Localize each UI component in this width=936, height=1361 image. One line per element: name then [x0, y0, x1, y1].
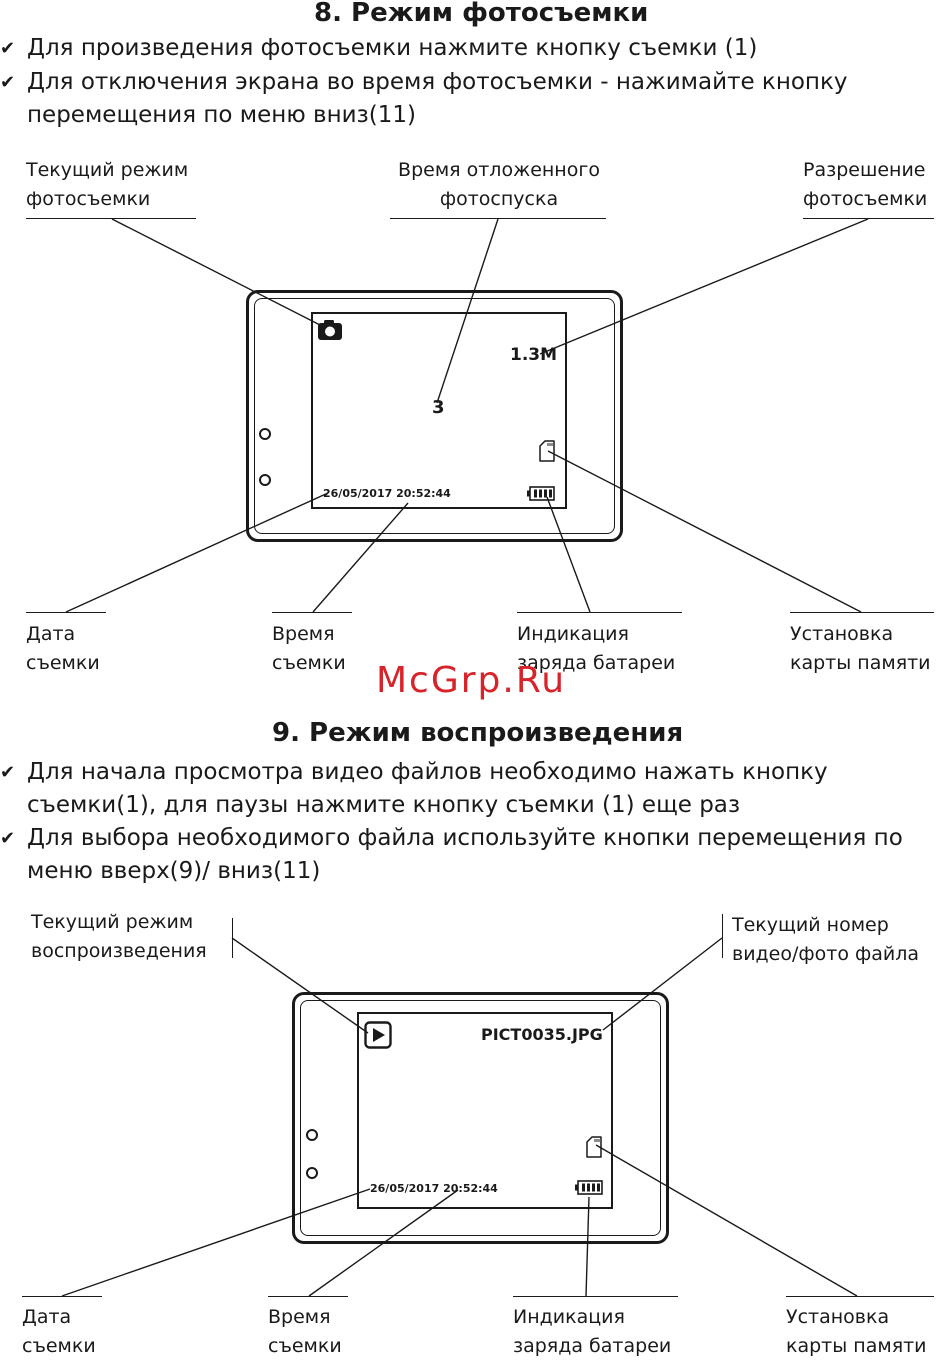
- label-time: Время съемки: [268, 1306, 342, 1357]
- bullet-2: ✔ Для выбора необходимого файла используйте кнопки перемещения по меню вверх(9)/ вниз(11): [27, 822, 903, 888]
- check-icon: ✔: [0, 762, 16, 783]
- callout-line: [540, 219, 868, 354]
- callout-line: [586, 1197, 589, 1296]
- callout-line: [62, 1189, 370, 1296]
- callout-line: [313, 503, 408, 612]
- label-playback-mode: Текущий режим воспроизведения: [31, 911, 207, 962]
- callout-line: [232, 938, 368, 1033]
- check-icon: ✔: [0, 38, 16, 59]
- callout-line: [309, 1190, 458, 1296]
- callout-line: [112, 219, 322, 326]
- label-memory-card: Установка карты памяти: [790, 623, 931, 674]
- label-current-mode: Текущий режим фотосъемки: [26, 159, 189, 210]
- label-file-number: Текущий номер видео/фото файла: [732, 914, 920, 965]
- date-value: 26/05/2017 20:52:44: [323, 487, 451, 500]
- self-timer-value: 3: [432, 397, 445, 418]
- bullet-2: ✔ Для отключения экрана во время фотосъемки - нажимайте кнопку перемещения по меню вниз(11): [27, 66, 847, 132]
- watermark: McGrp.Ru: [376, 660, 567, 701]
- date-value: 26/05/2017 20:52:44: [370, 1182, 498, 1195]
- label-self-timer: Время отложенного фотоспуска: [398, 159, 600, 210]
- resolution-value: 1.3M: [510, 345, 558, 365]
- callout-line: [547, 497, 590, 612]
- label-date: Дата съемки: [22, 1306, 96, 1357]
- label-date: Дата съемки: [26, 623, 100, 674]
- section-8-heading: 8. Режим фотосъемки: [314, 0, 649, 28]
- label-battery: Индикация заряда батареи: [517, 623, 676, 674]
- callout-line: [66, 493, 328, 612]
- label-time: Время съемки: [272, 623, 346, 674]
- check-icon: ✔: [0, 72, 16, 93]
- label-resolution: Разрешение фотосъемки: [803, 159, 928, 210]
- callout-line: [596, 1145, 857, 1296]
- callout-line: [437, 219, 498, 403]
- callout-line: [603, 938, 722, 1030]
- bullet-1: ✔ Для произведения фотосъемки нажмите кнопку съемки (1): [27, 32, 757, 65]
- callout-line: [548, 451, 861, 612]
- bullet-1: ✔ Для начала просмотра видео файлов необходимо нажать кнопку съемки(1), для паузы нажмите кнопку съемки (1) еще раз: [27, 756, 828, 822]
- filename-value: PICT0035.JPG: [481, 1025, 603, 1044]
- label-battery: Индикация заряда батареи: [513, 1306, 672, 1357]
- label-memory-card: Установка карты памяти: [786, 1306, 927, 1357]
- check-icon: ✔: [0, 828, 16, 849]
- section-9-heading: 9. Режим воспроизведения: [272, 718, 684, 748]
